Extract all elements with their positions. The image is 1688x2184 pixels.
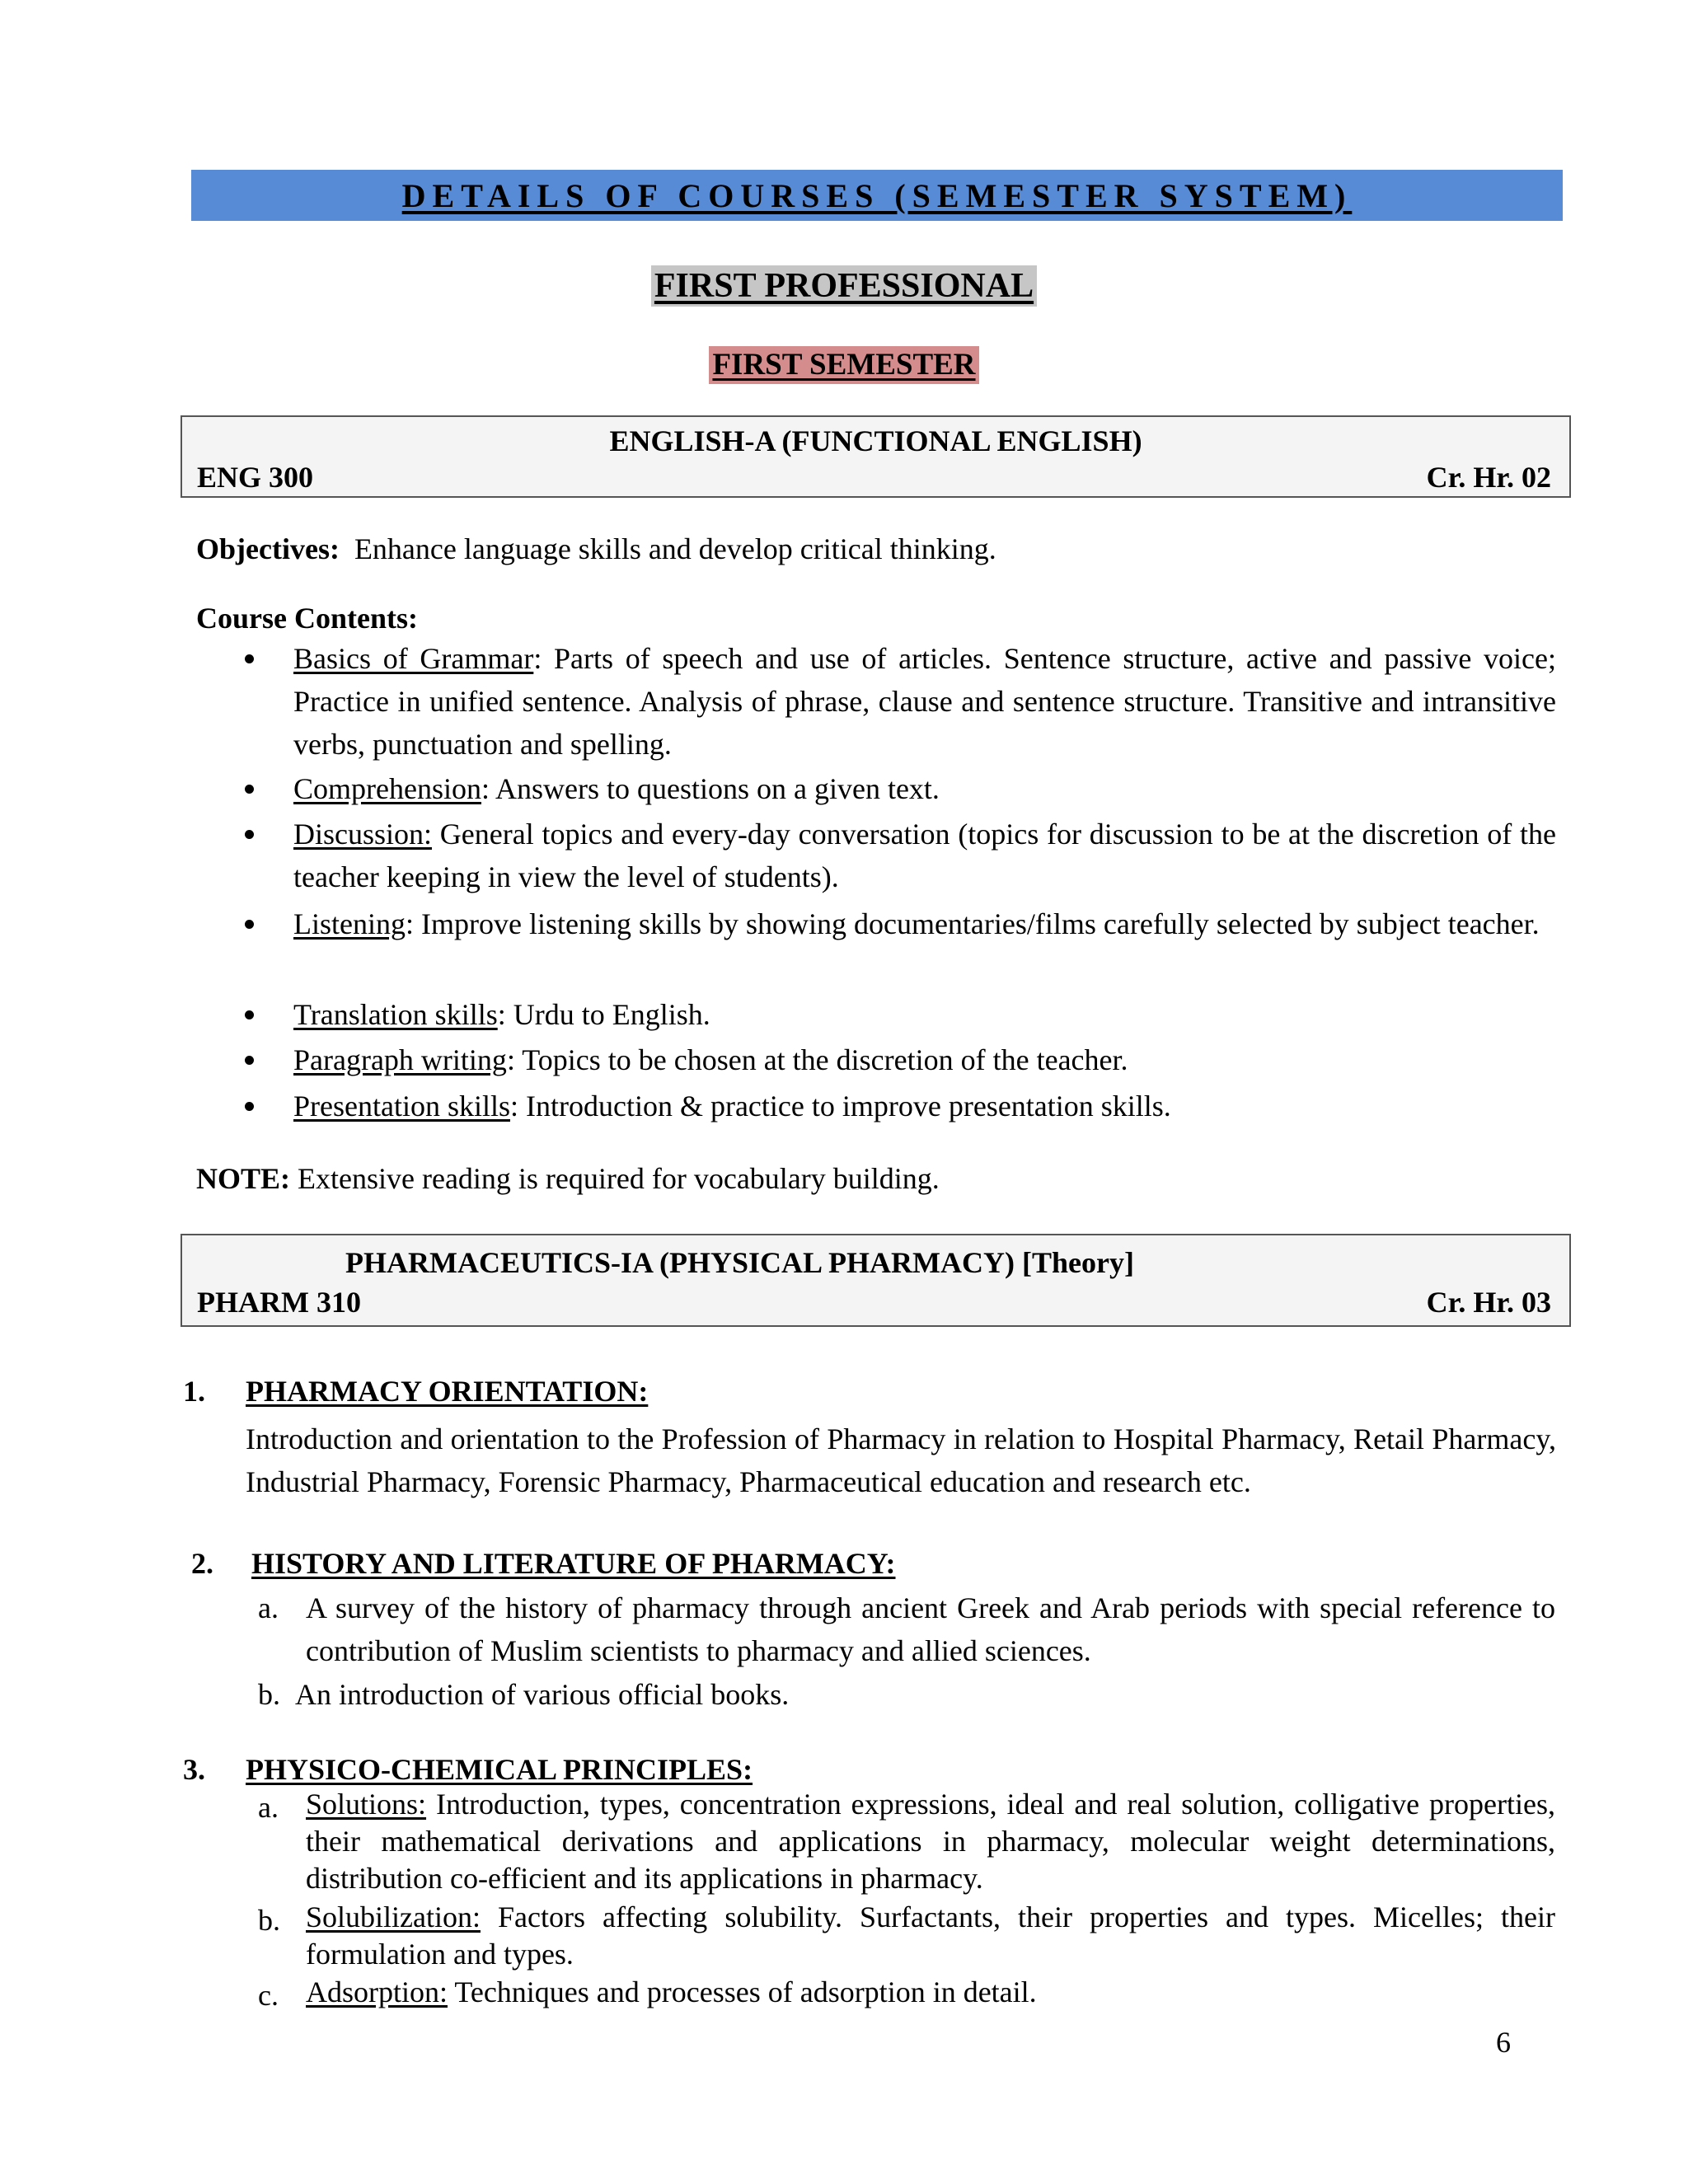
item-letter: b. bbox=[258, 1904, 280, 1937]
section-number: 3. bbox=[183, 1753, 205, 1786]
list-item: A survey of the history of pharmacy through ancient Greek and Arab periods with special reference to contribution of Muslim scientists to pharmacy and allied sciences. bbox=[306, 1591, 1555, 1667]
banner-title: DETAILS OF COURSES (SEMESTER SYSTEM) bbox=[401, 176, 1353, 214]
objectives-text: Enhance language skills and develop critical thinking. bbox=[354, 532, 996, 565]
list-item bbox=[293, 993, 1556, 1036]
list-item-term: Comprehension bbox=[293, 772, 481, 805]
section-number: 2. bbox=[191, 1547, 213, 1580]
course-title: ENGLISH-A (FUNCTIONAL ENGLISH) bbox=[609, 424, 1142, 457]
list-item-text: Factors affecting solubility. Surfactants, their properties and types. Micelles; their formulation and types. bbox=[306, 1900, 1555, 1971]
course-credit-hours: Cr. Hr. 02 bbox=[1426, 461, 1551, 494]
list-item bbox=[293, 1085, 1556, 1127]
semester-heading-row bbox=[0, 346, 1688, 384]
list-item-text: Techniques and processes of adsorption in detail. bbox=[448, 1975, 1037, 2008]
list-item bbox=[293, 1038, 1556, 1081]
section-heading: HISTORY AND LITERATURE OF PHARMACY: bbox=[251, 1547, 896, 1580]
objectives-label: Objectives: bbox=[196, 532, 340, 565]
objectives bbox=[196, 527, 1564, 570]
list-item-term: Discussion: bbox=[293, 818, 433, 851]
bullet-icon bbox=[245, 920, 254, 929]
course-code: PHARM 310 bbox=[197, 1286, 361, 1319]
list-item-text: : Parts of speech and use of articles. Sentence structure, active and passive voice; Practice in unified sentence. Analysis of phrase, clause and sentence structure. Transitive and intransitive verbs, punctuation and spelling. bbox=[293, 642, 1557, 761]
list-item-term: Solutions: bbox=[306, 1788, 427, 1821]
list-item-term: Solubilization: bbox=[306, 1900, 481, 1933]
list-item bbox=[293, 813, 1556, 898]
list-item bbox=[293, 767, 1556, 810]
item-letter: b. bbox=[258, 1678, 280, 1711]
item-letter: a. bbox=[258, 1591, 279, 1624]
bullet-icon bbox=[245, 830, 254, 839]
list-item: An introduction of various official books. bbox=[295, 1678, 790, 1711]
list-item-term: Basics of Grammar bbox=[293, 642, 534, 675]
list-item bbox=[306, 1974, 1555, 2011]
note-label: NOTE: bbox=[196, 1162, 291, 1195]
list-item-text: : Topics to be chosen at the discretion of the teacher. bbox=[506, 1043, 1128, 1076]
bullet-icon bbox=[245, 1010, 254, 1019]
section-banner bbox=[191, 170, 1563, 221]
note bbox=[196, 1157, 1564, 1200]
professional-heading-row bbox=[0, 265, 1688, 307]
bullet-icon bbox=[245, 1102, 254, 1111]
note-text: Extensive reading is required for vocabulary building. bbox=[298, 1162, 940, 1195]
course-code: ENG 300 bbox=[197, 461, 314, 494]
list-item-text: Introduction, types, concentration expressions, ideal and real solution, colligative properties, their mathematical derivations and applications in pharmacy, molecular weight determinations, distribution co-efficient and its applications in pharmacy. bbox=[306, 1788, 1555, 1895]
professional-heading: FIRST PROFESSIONAL bbox=[651, 265, 1037, 307]
course-contents-label: Course Contents: bbox=[196, 602, 418, 635]
list-item-text: General topics and every-day conversation (topics for discussion to be at the discretion of the teacher keeping in view the level of students). bbox=[293, 818, 1556, 893]
section-text: Introduction and orientation to the Profession of Pharmacy in relation to Hospital Pharmacy, Retail Pharmacy, Industrial Pharmacy, Forensic Pharmacy, Pharmaceutical education and research etc. bbox=[246, 1422, 1556, 1498]
bullet-icon bbox=[245, 654, 254, 663]
list-item-text: : Improve listening skills by showing documentaries/films carefully selected by subject teacher. bbox=[405, 907, 1540, 940]
list-item-term: Adsorption: bbox=[306, 1975, 448, 2008]
list-item-text: : Introduction & practice to improve presentation skills. bbox=[510, 1090, 1171, 1122]
bullet-icon bbox=[245, 1056, 254, 1065]
list-item-term: Presentation skills bbox=[293, 1090, 510, 1122]
section-heading: PHARMACY ORIENTATION: bbox=[246, 1375, 649, 1408]
course-header-box-eng300 bbox=[181, 415, 1571, 498]
section-heading: PHYSICO-CHEMICAL PRINCIPLES: bbox=[246, 1753, 753, 1786]
section-number: 1. bbox=[183, 1375, 205, 1408]
list-item bbox=[306, 1899, 1555, 1973]
course-title: PHARMACEUTICS-IA (PHYSICAL PHARMACY) [Theory] bbox=[345, 1246, 1134, 1279]
list-item bbox=[306, 1786, 1555, 1897]
bullet-icon bbox=[245, 785, 254, 794]
list-item-text: : Urdu to English. bbox=[497, 998, 710, 1031]
page-number: 6 bbox=[1496, 2026, 1511, 2059]
list-item bbox=[293, 637, 1556, 766]
semester-heading: FIRST SEMESTER bbox=[709, 346, 978, 384]
list-item-term: Listening bbox=[293, 907, 406, 940]
course-credit-hours: Cr. Hr. 03 bbox=[1426, 1286, 1551, 1319]
list-item-text: : Answers to questions on a given text. bbox=[481, 772, 940, 805]
item-letter: c. bbox=[258, 1979, 279, 2012]
list-item bbox=[293, 902, 1556, 945]
course-header-box-pharm310 bbox=[181, 1234, 1571, 1327]
list-item-term: Translation skills bbox=[293, 998, 498, 1031]
item-letter: a. bbox=[258, 1791, 279, 1824]
list-item-term: Paragraph writing bbox=[293, 1043, 507, 1076]
